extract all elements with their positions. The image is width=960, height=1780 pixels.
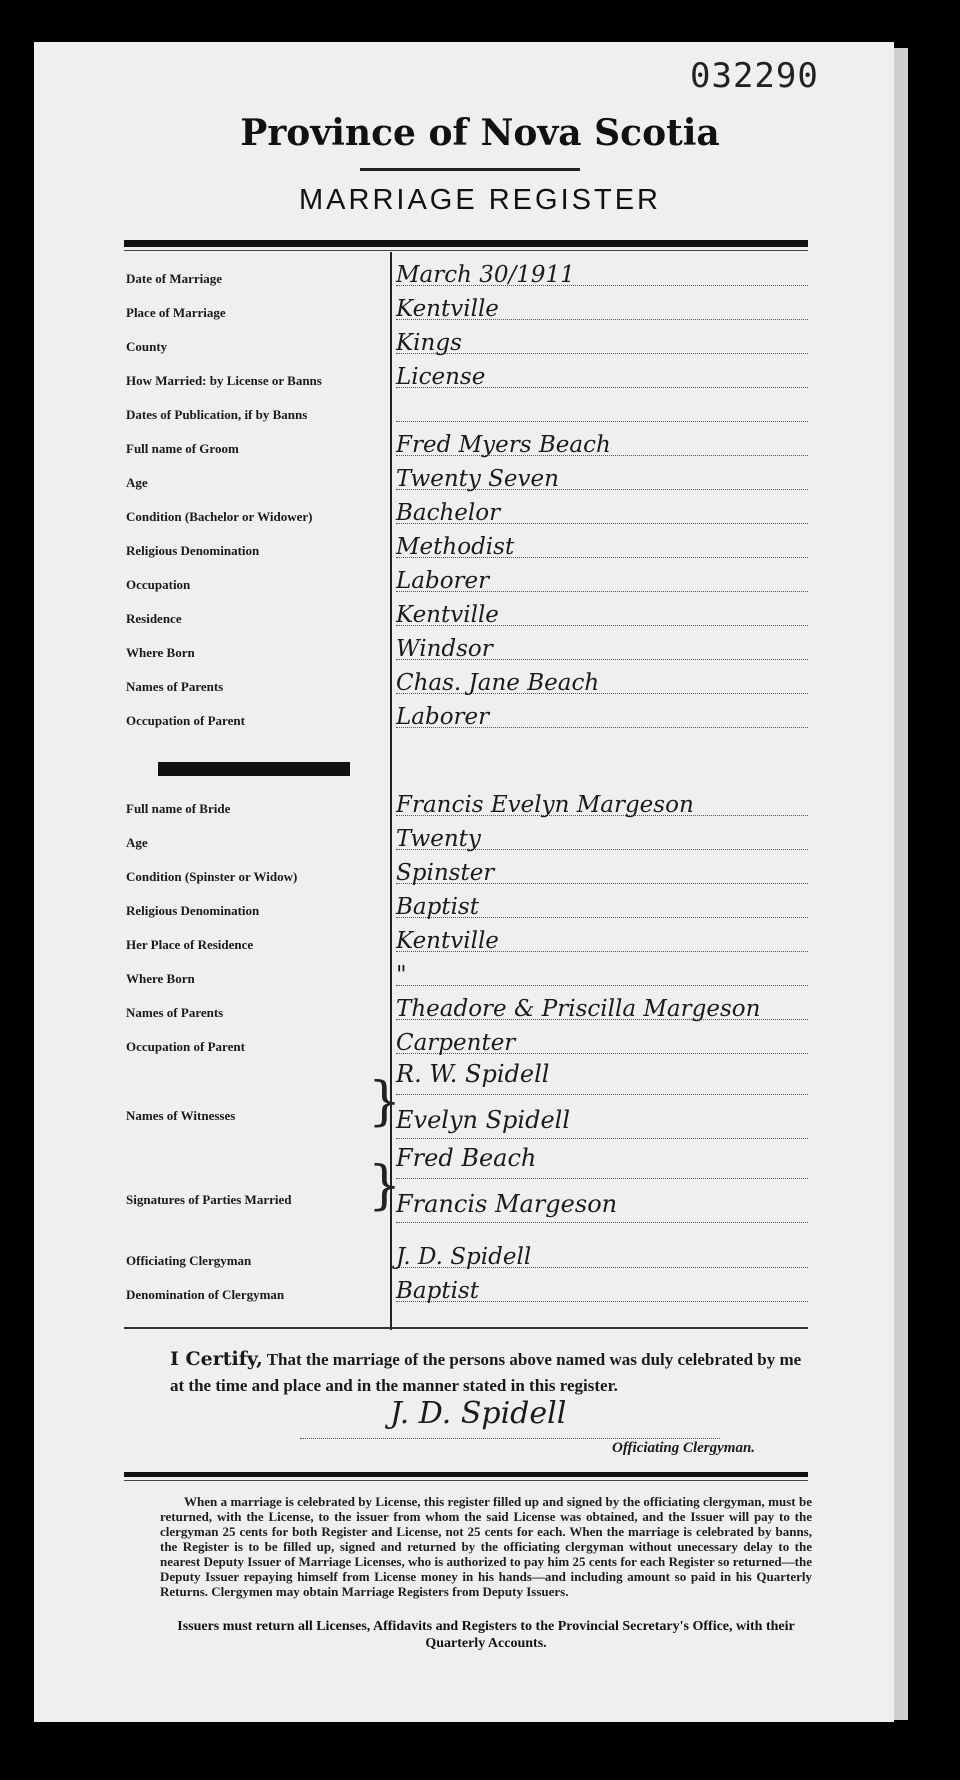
witnesses-label: Names of Witnesses	[126, 1108, 236, 1123]
field-label: Date of Marriage	[126, 271, 223, 286]
field-label: Religious Denomination	[126, 543, 260, 558]
field-row	[124, 496, 808, 530]
field-row	[124, 326, 808, 360]
field-row	[124, 958, 808, 992]
field-value: Twenty Seven	[396, 466, 559, 492]
brace-symbol: }	[368, 1072, 402, 1132]
field-value: Theadore & Priscilla Margeson	[396, 996, 761, 1022]
field-label: Denomination of Clergyman	[126, 1287, 285, 1302]
instructions-text: When a marriage is celebrated by License, this register filled up and signed by the officiating clergyman, must be returned, with the License, to the issuer from whom the said License was obtained, and the Issuer will pay to the clergyman 25 cents for both Register and License, not 25 cents for each. When the marriage is celebrated by banns, the Register is to be filled up, signed and returned by the officiating clergyman without unecessary delay to the nearest Deputy Issuer of Marriage Licenses, who is authorized to pay him 25 cents for each Register so returned—the Deputy Issuer repaying himself from License money in his hands—and including amount so paid in his Quarterly Returns. Clergymen may obtain Marriage Registers from Deputy Issuers.	[160, 1494, 812, 1599]
field-row	[124, 822, 808, 856]
field-label: Residence	[126, 611, 182, 626]
field-row	[124, 564, 808, 598]
field-label: Condition (Bachelor or Widower)	[126, 509, 313, 524]
field-row	[124, 394, 808, 428]
field-label: Where Born	[126, 645, 195, 660]
field-value: Kentville	[396, 928, 499, 954]
field-value: Laborer	[396, 704, 490, 730]
field-value: March 30/1911	[396, 262, 575, 288]
field-value: Windsor	[396, 636, 493, 662]
field-value: Twenty	[396, 826, 481, 852]
document-title: Province of Nova Scotia	[240, 112, 720, 154]
dotted-line	[396, 1138, 808, 1139]
field-value: Methodist	[396, 534, 515, 560]
field-row	[124, 924, 808, 958]
field-value: Chas. Jane Beach	[396, 670, 600, 696]
field-label: Occupation	[126, 577, 191, 592]
field-value: J. D. Spidell	[396, 1244, 532, 1270]
field-row	[124, 428, 808, 462]
field-label: How Married: by License or Banns	[126, 373, 322, 388]
field-value: Baptist	[396, 1278, 479, 1304]
field-value: Kentville	[396, 296, 499, 322]
field-value: "	[396, 962, 407, 988]
field-row	[124, 360, 808, 394]
field-row	[124, 598, 808, 632]
field-value: Carpenter	[396, 1030, 516, 1056]
field-value: License	[396, 364, 486, 390]
section-separator-bar	[158, 762, 350, 776]
field-label: Full name of Groom	[126, 441, 239, 456]
field-value: Baptist	[396, 894, 479, 920]
field-label: Names of Parents	[126, 1005, 224, 1020]
field-row	[124, 856, 808, 890]
field-row	[124, 992, 808, 1026]
signature-line	[300, 1438, 720, 1439]
field-row	[124, 890, 808, 924]
title-rule	[360, 168, 580, 171]
header-rule	[124, 240, 808, 247]
field-label: Condition (Spinster or Widow)	[126, 869, 298, 884]
field-row	[124, 632, 808, 666]
field-label: Names of Parents	[126, 679, 224, 694]
field-label: Occupation of Parent	[126, 713, 245, 728]
field-row	[124, 788, 808, 822]
signature-role: Officiating Clergyman.	[612, 1440, 756, 1456]
header-rule-thin	[124, 250, 808, 251]
field-row	[124, 666, 808, 700]
field-label: Officiating Clergyman	[126, 1253, 252, 1268]
issuers-notice: Issuers must return all Licenses, Affidavits and Registers to the Provincial Secretary's Office, with their Quarterly Accounts.	[177, 1619, 795, 1651]
field-label: Occupation of Parent	[126, 1039, 245, 1054]
field-row	[124, 700, 808, 734]
field-row	[124, 258, 808, 292]
field-row	[124, 530, 808, 564]
field-value: Fred Myers Beach	[396, 432, 611, 458]
witness-name: R. W. Spidell	[396, 1060, 550, 1088]
dotted-line	[396, 985, 808, 986]
dotted-line	[396, 1222, 808, 1223]
field-label: Her Place of Residence	[126, 937, 254, 952]
form-bottom-rule	[124, 1327, 808, 1329]
field-value: Kings	[396, 330, 462, 356]
dotted-line	[396, 1094, 808, 1095]
field-label: Where Born	[126, 971, 195, 986]
field-row	[124, 1240, 808, 1274]
field-row	[124, 462, 808, 496]
field-label: County	[126, 339, 168, 354]
field-row	[124, 1274, 808, 1308]
certification-text	[170, 1346, 810, 1399]
certify-heading: I Certify,	[170, 1348, 263, 1370]
notice-rule-thin	[124, 1480, 808, 1481]
field-row	[124, 1026, 808, 1060]
field-value: Bachelor	[396, 500, 501, 526]
field-label: Religious Denomination	[126, 903, 260, 918]
dotted-line	[396, 1178, 808, 1179]
clergyman-signature: J. D. Spidell	[390, 1396, 567, 1431]
notice-rule	[124, 1472, 808, 1477]
field-value: Laborer	[396, 568, 490, 594]
document-subtitle: MARRIAGE REGISTER	[299, 184, 661, 216]
field-value: Francis Evelyn Margeson	[396, 792, 694, 818]
field-label: Age	[126, 835, 148, 850]
party-signature: Francis Margeson	[396, 1190, 618, 1218]
document-number: 032290	[690, 56, 819, 96]
field-label: Age	[126, 475, 148, 490]
certify-body: That the marriage of the persons above named was duly celebrated by me at the time and place and in the manner stated in this register.	[170, 1350, 802, 1395]
dotted-line	[396, 421, 808, 422]
field-row	[124, 292, 808, 326]
brace-symbol: }	[368, 1156, 402, 1216]
witness-name: Evelyn Spidell	[396, 1106, 570, 1134]
field-label: Full name of Bride	[126, 801, 231, 816]
field-label: Place of Marriage	[126, 305, 226, 320]
field-value: Spinster	[396, 860, 495, 886]
party-signature: Fred Beach	[396, 1144, 537, 1172]
field-label: Dates of Publication, if by Banns	[126, 407, 308, 422]
parties-label: Signatures of Parties Married	[126, 1192, 292, 1207]
field-value: Kentville	[396, 602, 499, 628]
